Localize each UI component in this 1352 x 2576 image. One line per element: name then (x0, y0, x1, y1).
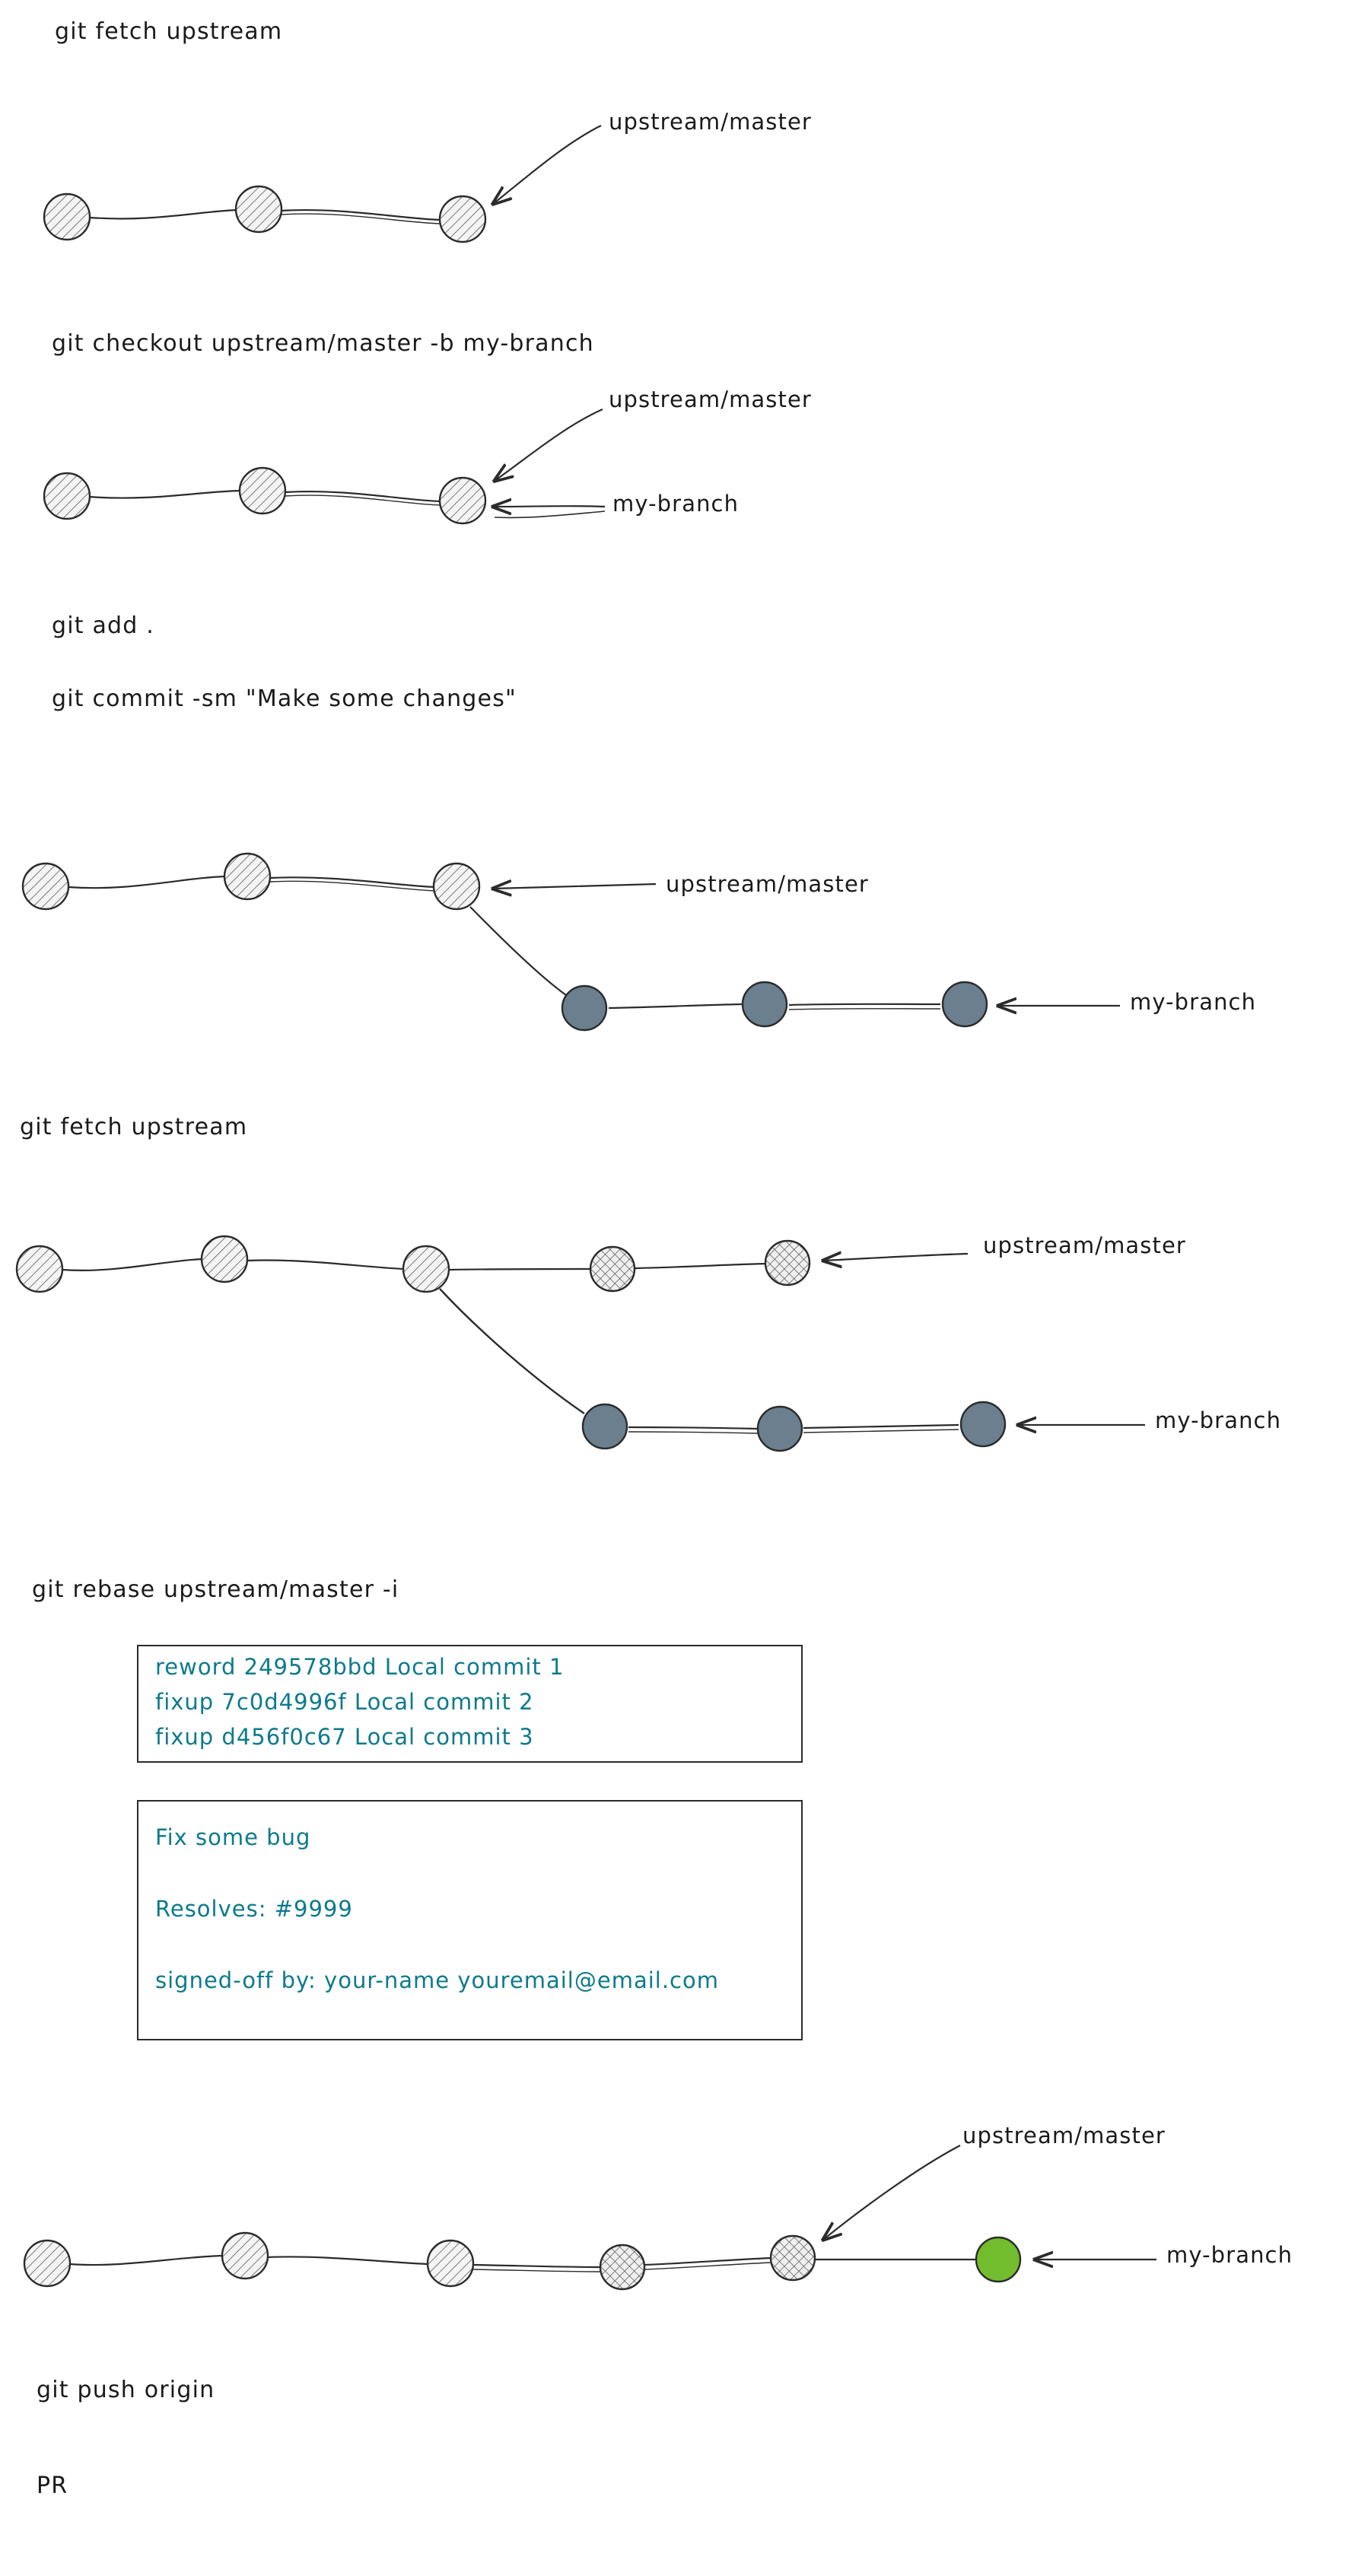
commit-node-upstream (224, 854, 270, 899)
commit-node-local (583, 1404, 627, 1449)
commit-message-resolves: Resolves: #9999 (155, 1896, 353, 1922)
commit-node-upstream (202, 1236, 247, 1282)
graph-4 (17, 1236, 1145, 1451)
label-my-branch-2: my-branch (612, 491, 740, 517)
commit-node-upstream (434, 863, 479, 909)
commit-node-local (743, 982, 787, 1026)
label-upstream-master-3: upstream/master (666, 871, 869, 897)
label-my-branch-3: my-branch (1130, 989, 1257, 1015)
commit-node-local (961, 1402, 1005, 1446)
label-my-branch-5: my-branch (1166, 2242, 1293, 2268)
commit-node-local (562, 986, 606, 1030)
command-git-fetch-upstream-1: git fetch upstream (55, 18, 283, 45)
commit-node-upstream (236, 186, 282, 232)
pointer-arrow-upstream-master (493, 884, 656, 889)
graph-2 (44, 409, 605, 523)
commit-node-local (943, 982, 987, 1026)
pointer-arrow-upstream-master (823, 2145, 960, 2240)
commit-message-subject: Fix some bug (155, 1824, 311, 1850)
graph-5 (24, 2145, 1156, 2289)
command-git-push-origin: git push origin (37, 2377, 215, 2403)
label-upstream-master-1: upstream/master (609, 109, 812, 135)
rebase-todo-line-1: reword 249578bbd Local commit 1 (155, 1654, 565, 1680)
command-git-rebase-interactive: git rebase upstream/master -i (32, 1576, 399, 1603)
commit-node-upstream (440, 478, 485, 523)
commit-node-upstream (23, 863, 68, 909)
commit-node-upstream (440, 196, 485, 242)
rebase-todo-line-2: fixup 7c0d4996f Local commit 2 (155, 1689, 534, 1715)
graph-1 (44, 126, 601, 242)
commit-node-upstream (428, 2240, 473, 2286)
command-git-add: git add . (52, 612, 155, 639)
commit-message-box (137, 1800, 803, 2040)
commit-node-upstream-new (771, 2236, 815, 2280)
label-upstream-master-2: upstream/master (609, 386, 812, 412)
command-git-fetch-upstream-2: git fetch upstream (20, 1114, 248, 1140)
rebase-todo-box (137, 1645, 803, 1763)
commit-node-upstream-new (765, 1241, 810, 1285)
commit-node-upstream (44, 194, 90, 240)
commit-node-upstream (222, 2233, 268, 2279)
label-upstream-master-4: upstream/master (983, 1232, 1186, 1258)
commit-node-upstream (240, 468, 285, 514)
pointer-arrow-upstream-master (493, 126, 601, 204)
commit-node-upstream-new (600, 2245, 644, 2289)
commit-node-upstream (24, 2240, 70, 2286)
pointer-arrow-my-branch (493, 506, 605, 507)
commit-node-upstream-new (590, 1247, 635, 1291)
pointer-arrow-upstream-master (495, 409, 603, 481)
pointer-arrow-upstream-master (823, 1254, 968, 1261)
command-pr: PR (37, 2473, 68, 2499)
commit-node-upstream (44, 473, 90, 519)
commit-message-signoff: signed-off by: your-name youremail@email.com (155, 1967, 719, 1993)
rebase-todo-line-3: fixup d456f0c67 Local commit 3 (155, 1724, 534, 1750)
graph-3 (23, 854, 1120, 1030)
command-git-commit: git commit -sm "Make some changes" (52, 685, 517, 712)
command-git-checkout-branch: git checkout upstream/master -b my-branch (52, 330, 594, 357)
label-my-branch-4: my-branch (1155, 1407, 1282, 1433)
commit-node-squashed (976, 2237, 1020, 2282)
commit-node-local (758, 1407, 802, 1451)
commit-node-upstream (403, 1246, 449, 1292)
label-upstream-master-5: upstream/master (962, 2123, 1166, 2148)
pointer-arrow-my-branch-secondary (495, 511, 605, 517)
commit-node-upstream (17, 1246, 62, 1292)
